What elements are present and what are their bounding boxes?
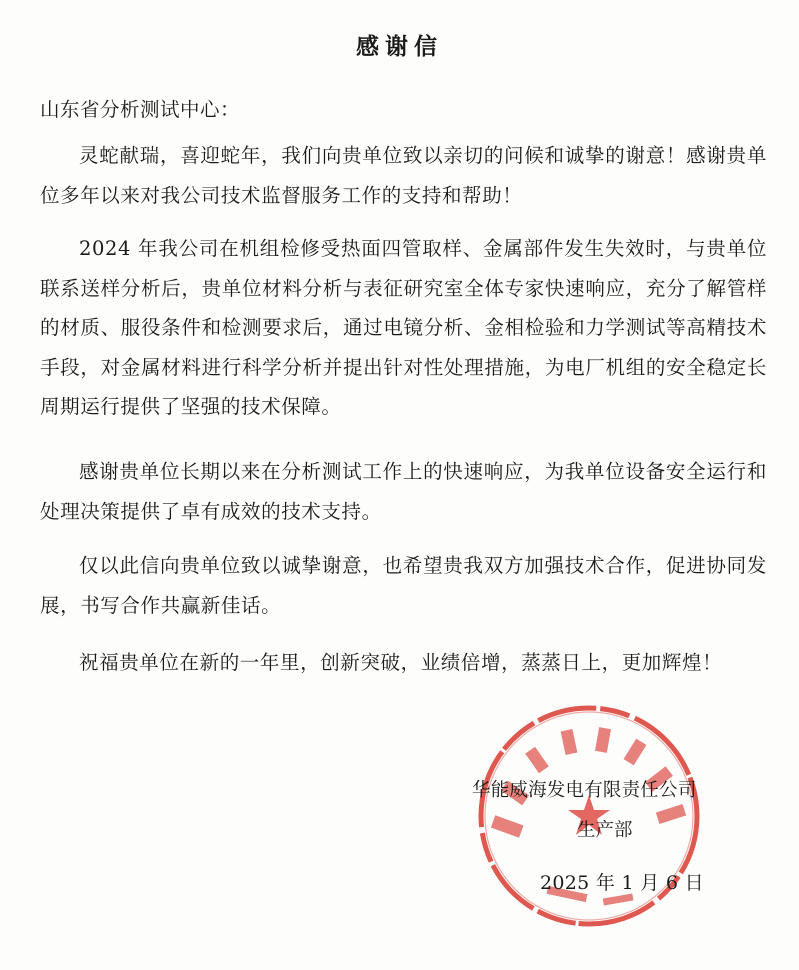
paragraph-background: 2024 年我公司在机组检修受热面四管取样、金属部件发生失效时，与贵单位联系送样分析后，贵单位材料分析与表征研究室全体专家快速响应，充分了解管样的材质、服役条件和检测要求后，通过电镜分析、金相检验和力学测试等高精技术手段，对金属材料进行科学分析并提出针对性处理措施，为电厂机组的安全稳定长周期运行提供了坚强的技术保障。 xyxy=(40,237,767,418)
signature-date: 2025 年 1 月 6 日 xyxy=(540,872,704,894)
paragraph-blessing: 祝福贵单位在新的一年里，创新突破，业绩倍增，蒸蒸日上，更加辉煌！ xyxy=(79,651,723,674)
paragraph-greeting: 灵蛇献瑞，喜迎蛇年，我们向贵单位致以亲切的问候和诚挚的谢意！感谢贵单位多年以来对我公司技术监督服务工作的支持和帮助！ xyxy=(40,144,767,207)
paragraph-cooperation: 仅以此信向贵单位致以诚挚谢意，也希望贵我双方加强技术合作，促进协同发展，书写合作共赢新佳话。 xyxy=(40,554,767,617)
signature-department: 生产部 xyxy=(577,820,633,841)
signature-company: 华能威海发电有限责任公司 xyxy=(472,780,697,801)
letter-title: 感谢信 xyxy=(356,33,443,60)
salutation: 山东省分析测试中心： xyxy=(40,98,241,121)
paragraph-thanks: 感谢贵单位长期以来在分析测试工作上的快速响应，为我单位设备安全运行和处理决策提供了卓有成效的技术支持。 xyxy=(40,460,767,523)
